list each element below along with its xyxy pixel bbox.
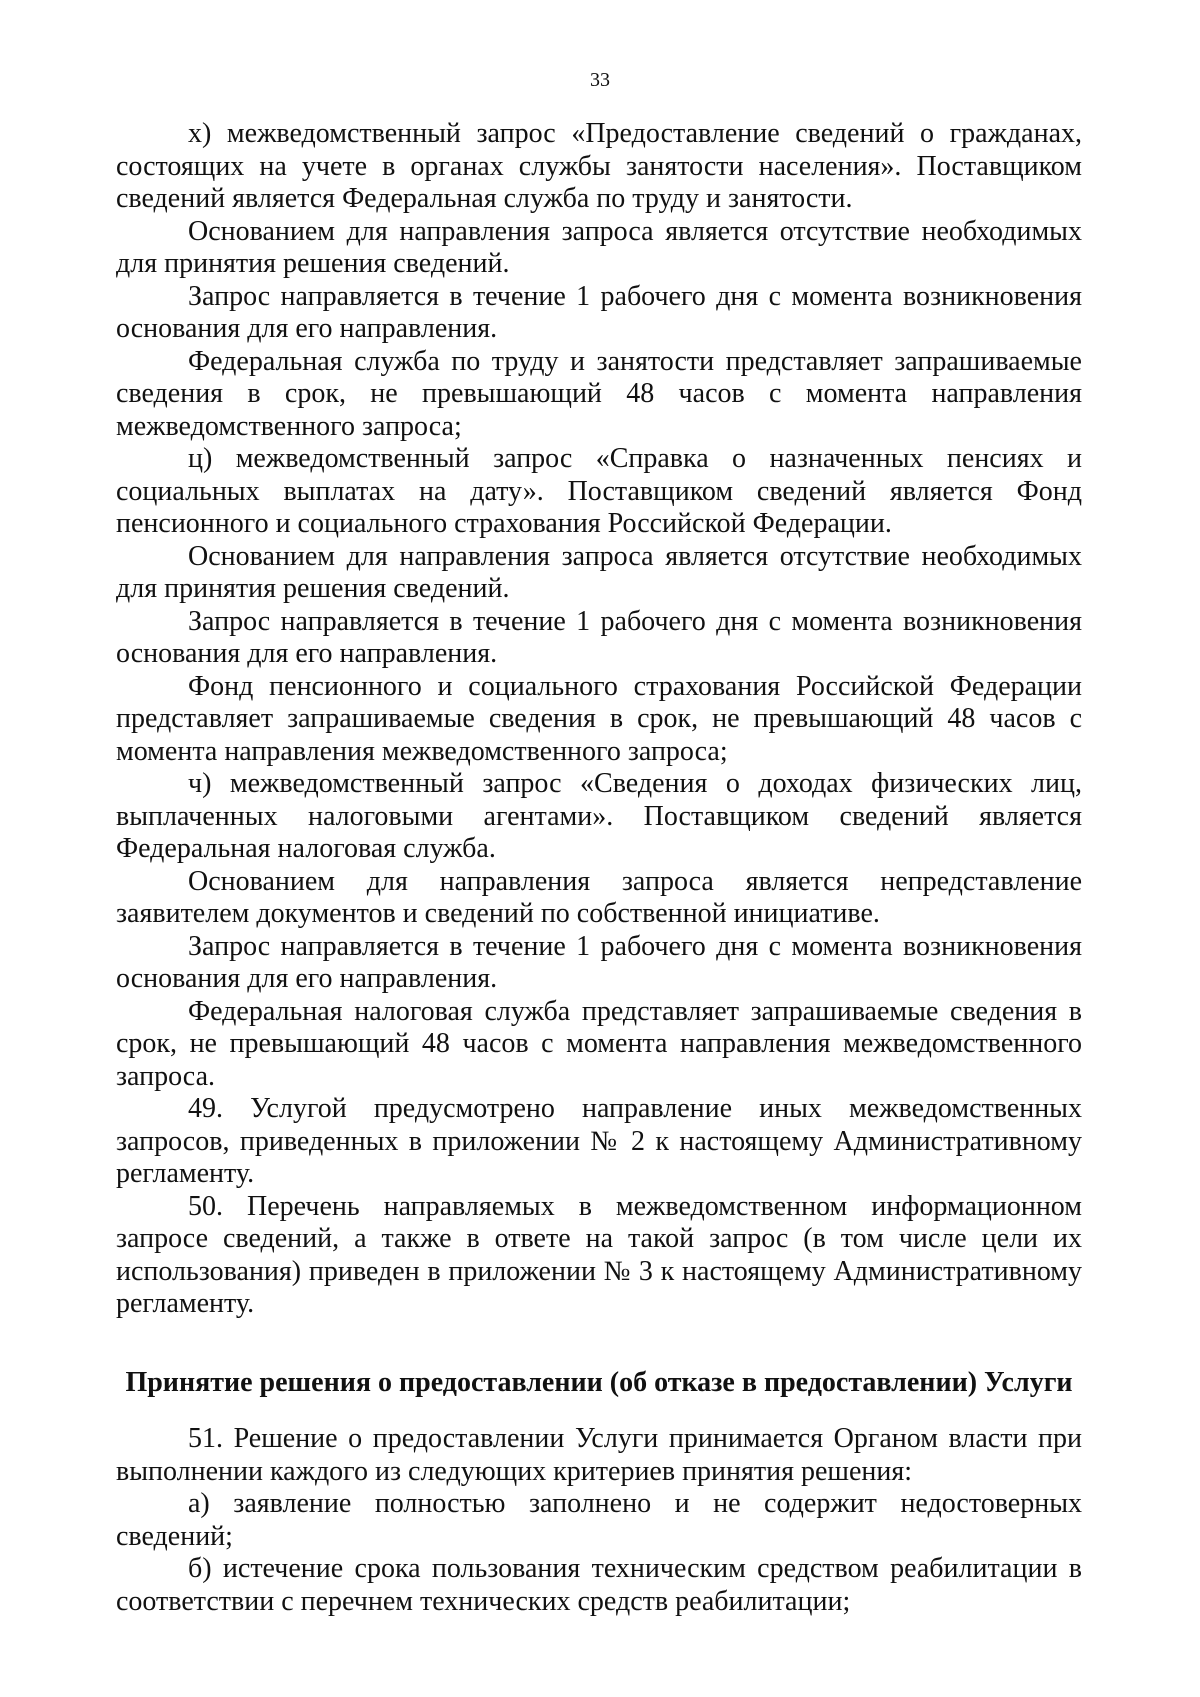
paragraph-basis: Основанием для направления запроса является непредставление заявителем документов и сведений по собственной инициативе. — [116, 865, 1082, 929]
paragraph-deadline: Запрос направляется в течение 1 рабочего дня с момента возникновения основания для его направления. — [116, 280, 1082, 344]
paragraph-criterion-a: а) заявление полностью заполнено и не содержит недостоверных сведений; — [116, 1488, 1082, 1552]
paragraph-response-term: Федеральная налоговая служба представляет запрашиваемые сведения в срок, не превышающий 48 часов с момента направления межведомственного запроса. — [116, 995, 1082, 1092]
paragraph-deadline: Запрос направляется в течение 1 рабочего дня с момента возникновения основания для его направления. — [116, 605, 1082, 669]
paragraph-response-term: Федеральная служба по труду и занятости представляет запрашиваемые сведения в срок, не превышающий 48 часов с момента направления межведомственного запроса; — [116, 345, 1082, 442]
paragraph-response-term: Фонд пенсионного и социального страхования Российской Федерации представляет запрашиваемые сведения в срок, не превышающий 48 часов с момента направления межведомственного запроса; — [116, 670, 1082, 767]
paragraph-49: 49. Услугой предусмотрено направление иных межведомственных запросов, приведенных в приложении № 2 к настоящему Административному регламенту. — [116, 1093, 1082, 1189]
paragraph-basis: Основанием для направления запроса является отсутствие необходимых для принятия решения сведений. — [116, 540, 1082, 604]
paragraph-51: 51. Решение о предоставлении Услуги принимается Органом власти при выполнении каждого из следующих критериев принятия решения: — [116, 1423, 1082, 1487]
page-number: 33 — [590, 69, 610, 91]
paragraph-item-x: х) межведомственный запрос «Предоставление сведений о гражданах, состоящих на учете в органах службы занятости населения». Поставщиком сведений является Федеральная служба по труду и занятости. — [116, 118, 1082, 214]
paragraph-deadline: Запрос направляется в течение 1 рабочего дня с момента возникновения основания для его направления. — [116, 930, 1082, 994]
paragraph-basis: Основанием для направления запроса является отсутствие необходимых для принятия решения сведений. — [116, 215, 1082, 279]
paragraph-criterion-b: б) истечение срока пользования техническим средством реабилитации в соответствии с перечнем технических средств реабилитации; — [116, 1553, 1082, 1617]
paragraph-50: 50. Перечень направляемых в межведомственном информационном запросе сведений, а также в ответе на такой запрос (в том числе цели их использования) приведен в приложении № 3 к настоящему Административному регламенту. — [116, 1190, 1082, 1319]
paragraph-item-ch: ч) межведомственный запрос «Сведения о доходах физических лиц, выплаченных налоговыми агентами». Поставщиком сведений является Федеральная налоговая служба. — [116, 768, 1082, 864]
document-body — [116, 118, 1082, 1618]
paragraph-item-ts: ц) межведомственный запрос «Справка о назначенных пенсиях и социальных выплатах на дату». Поставщиком сведений является Фонд пенсионного и социального страхования Российской Федерации. — [116, 443, 1082, 539]
section-heading: Принятие решения о предоставлении (об отказе в предоставлении) Услуги — [125, 1366, 1073, 1398]
